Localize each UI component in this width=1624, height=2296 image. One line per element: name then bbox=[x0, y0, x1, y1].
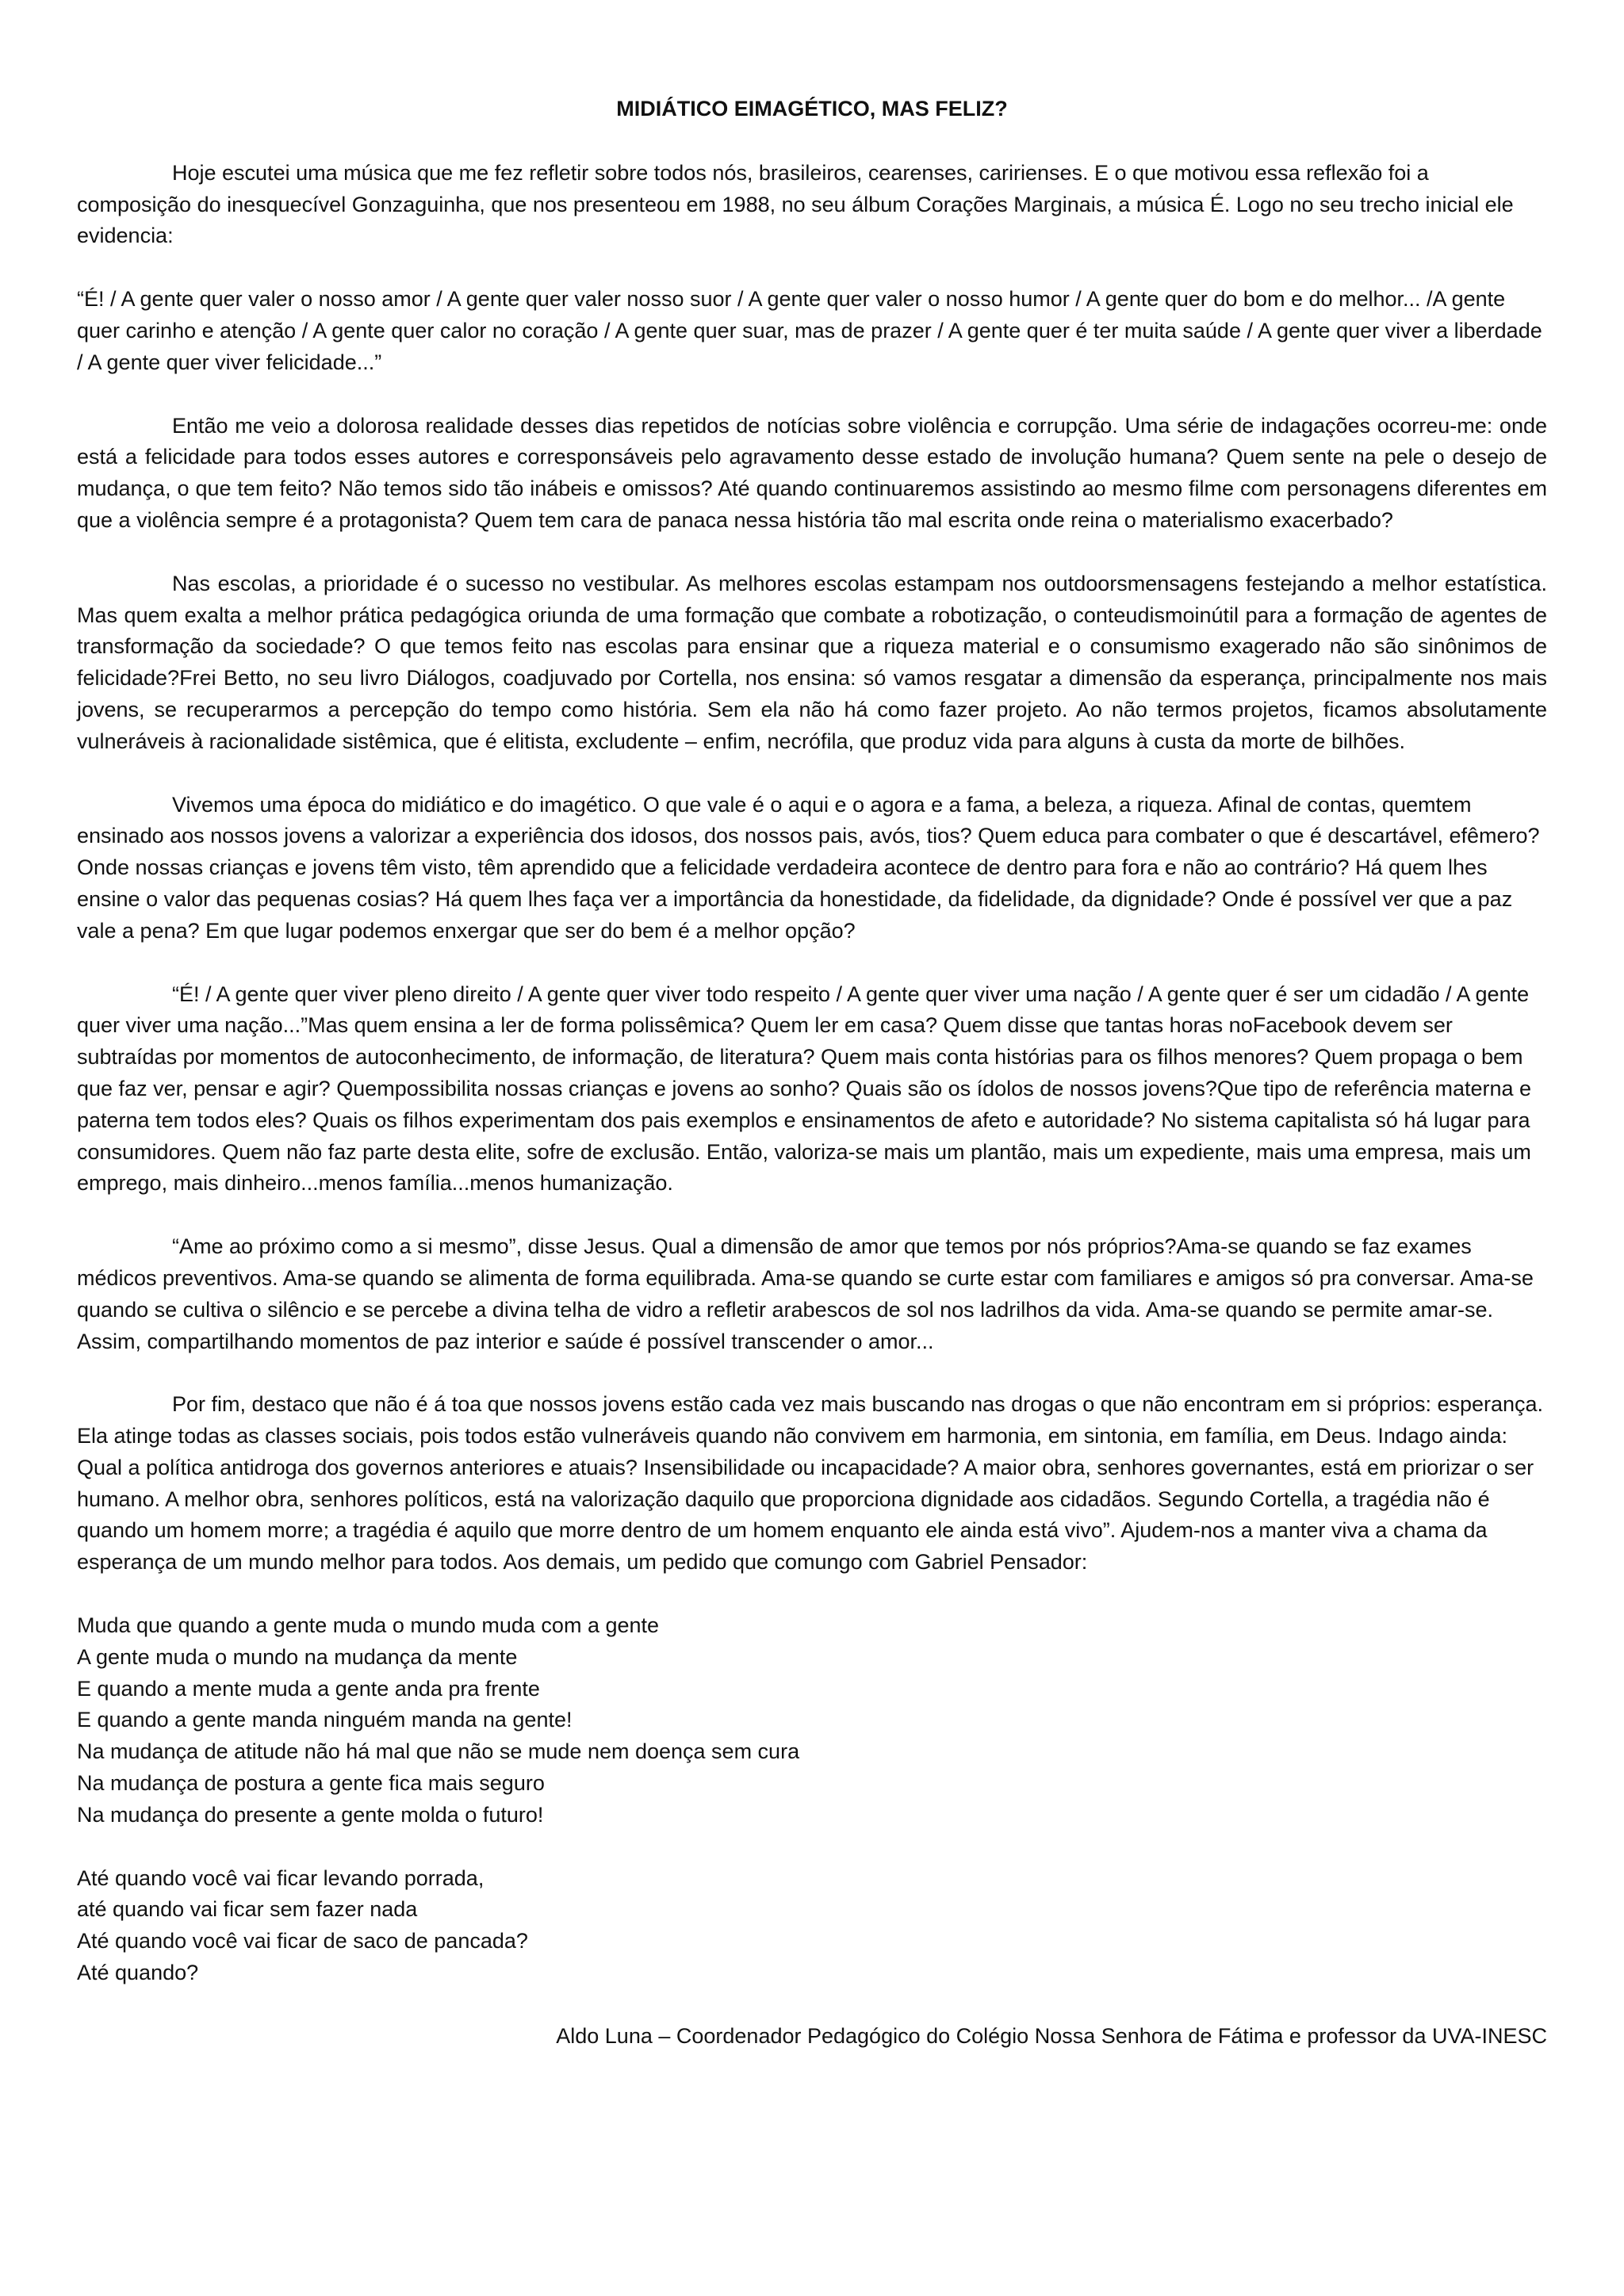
verse-line: até quando vai ficar sem fazer nada bbox=[77, 1897, 418, 1922]
verse-block-1 bbox=[77, 1610, 1547, 1831]
paragraph-schools: Nas escolas, a prioridade é o sucesso no vestibular. As melhores escolas estampam nos outdoorsmensagens festejando a melhor estatística. Mas quem exalta a melhor prática pedagógica oriunda de uma formação que combate a robotização, o conteudismoinútil para a formação de agentes de transformação da sociedade? O que temos feito nas escolas para ensinar que a riqueza material e o consumismo exagerado não são sinônimos de felicidade?Frei Betto, no seu livro Diálogos, coadjuvado por Cortella, nos ensina: só vamos resgatar a dimensão da esperança, principalmente nos mais jovens, se recuperarmos a percepção do tempo como história. Sem ela não há como fazer projeto. Ao não termos projetos, ficamos absolutamente vulneráveis à racionalidade sistêmica, que é elitista, excludente – enfim, necrófila, que produz vida para alguns à custa da morte de bilhões. bbox=[77, 571, 1547, 753]
verse-line: Até quando você vai ficar de saco de pancada? bbox=[77, 1929, 528, 1954]
paragraph-intro: Hoje escutei uma música que me fez refletir sobre todos nós, brasileiros, cearenses, caririenses. E o que motivou essa reflexão foi a composição do inesquecível Gonzaguinha, que nos presenteou em 1988, no seu álbum Corações Marginais, a música É. Logo no seu trecho inicial ele evidencia: bbox=[77, 160, 1514, 248]
verse-block-2 bbox=[77, 1863, 1547, 1989]
verse-line: A gente muda o mundo na mudança da mente bbox=[77, 1644, 518, 1669]
paragraph-lyrics-quote-1: “É! / A gente quer valer o nosso amor / A gente quer valer nosso suor / A gente quer valer o nosso humor / A gente quer do bom e do melhor... /A gente quer carinho e atenção / A gente quer calor no coração / A gente quer suar, mas de prazer / A gente quer é ter muita saúde / A gente quer viver a liberdade / A gente quer viver felicidade...” bbox=[77, 287, 1542, 374]
article-title: MIDIÁTICO EIMAGÉTICO, MAS FELIZ? bbox=[616, 97, 1008, 121]
paragraph-love: “Ame ao próximo como a si mesmo”, disse Jesus. Qual a dimensão de amor que temos por nós próprios?Ama-se quando se faz exames médicos preventivos. Ama-se quando se alimenta de forma equilibrada. Ama-se quando se curte estar com familiares e amigos só pra conversar. Ama-se quando se cultiva o silêncio e se percebe a divina telha de vidro a refletir arabescos de sol nos ladrilhos da vida. Ama-se quando se permite amar-se. Assim, compartilhando momentos de paz interior e saúde é possível transcender o amor... bbox=[77, 1234, 1534, 1353]
verse-line: Na mudança de postura a gente fica mais seguro bbox=[77, 1771, 545, 1796]
author-signature: Aldo Luna – Coordenador Pedagógico do Colégio Nossa Senhora de Fátima e professor da UVA-INESC bbox=[556, 2023, 1547, 2048]
verse-line: E quando a mente muda a gente anda pra frente bbox=[77, 1676, 540, 1701]
verse-line: Muda que quando a gente muda o mundo muda com a gente bbox=[77, 1613, 660, 1638]
paragraph-violence: Então me veio a dolorosa realidade desses dias repetidos de notícias sobre violência e corrupção. Uma série de indagações ocorreu-me: onde está a felicidade para todos esses autores e corresponsáveis pelo agravamento desse estado de involução humana? Quem sente na pele o desejo de mudança, o que tem feito? Não temos sido tão inábeis e omissos? Até quando continuaremos assistindo ao mesmo filme com personagens diferentes em que a violência sempre é a protagonista? Quem tem cara de panaca nessa história tão mal escrita onde reina o materialismo exacerbado? bbox=[77, 413, 1547, 532]
paragraph-midiatico: Vivemos uma época do midiático e do imagético. O que vale é o aqui e o agora e a fama, a beleza, a riqueza. Afinal de contas, quemtem ensinado aos nossos jovens a valorizar a experiência dos idosos, dos nossos pais, avós, tios? Quem educa para combater o que é descartável, efêmero? Onde nossas crianças e jovens têm visto, têm aprendido que a felicidade verdadeira acontece de dentro para fora e não ao contrário? Há quem lhes ensine o valor das pequenas cosias? Há quem lhes faça ver a importância da honestidade, da fidelidade, da dignidade? Onde é possível ver que a paz vale a pena? Em que lugar podemos enxergar que ser do bem é a melhor opção? bbox=[77, 792, 1540, 943]
verse-line: Na mudança de atitude não há mal que não se mude nem doença sem cura bbox=[77, 1739, 800, 1764]
verse-line: E quando a gente manda ninguém manda na gente! bbox=[77, 1708, 573, 1732]
verse-line: Até quando você vai ficar levando porrada, bbox=[77, 1866, 485, 1890]
verse-line: Na mudança do presente a gente molda o futuro! bbox=[77, 1802, 544, 1827]
paragraph-lyrics-quote-2: “É! / A gente quer viver pleno direito / A gente quer viver todo respeito / A gente quer viver uma nação / A gente quer é ser um cidadão / A gente quer viver uma nação...”Mas quem ensina a ler de forma polissêmica? Quem ler em casa? Quem disse que tantas horas noFacebook devem ser subtraídas por momentos de autoconhecimento, de informação, de literatura? Quem mais conta histórias para os filhos menores? Quem propaga o bem que faz ver, pensar e agir? Quempossibilita nossas crianças e jovens ao sonho? Quais são os ídolos de nossos jovens?Que tipo de referência materna e paterna tem todos eles? Quais os filhos experimentam dos pais exemplos e ensinamentos de afeto e autoridade? No sistema capitalista só há lugar para consumidores. Quem não faz parte desta elite, sofre de exclusão. Então, valoriza-se mais um plantão, mais um expediente, mais uma empresa, mais um emprego, mais dinheiro...menos família...menos humanização. bbox=[77, 982, 1532, 1196]
verse-line: Até quando? bbox=[77, 1961, 199, 1985]
paragraph-conclusion: Por fim, destaco que não é á toa que nossos jovens estão cada vez mais buscando nas drogas o que não encontram em si próprios: esperança. Ela atinge todas as classes sociais, pois todos estão vulneráveis quando não convivem em harmonia, em sintonia, em família, em Deus. Indago ainda: Qual a política antidroga dos governos anteriores e atuais? Insensibilidade ou incapacidade? A maior obra, senhores governantes, está em priorizar o ser humano. A melhor obra, senhores políticos, está na valorização daquilo que proporciona dignidade aos cidadãos. Segundo Cortella, a tragédia não é quando um homem morre; a tragédia é aquilo que morre dentro de um homem enquanto ele ainda está vivo”. Ajudem-nos a manter viva a chama da esperança de um mundo melhor para todos. Aos demais, um pedido que comungo com Gabriel Pensador: bbox=[77, 1392, 1544, 1575]
article bbox=[77, 94, 1547, 2053]
